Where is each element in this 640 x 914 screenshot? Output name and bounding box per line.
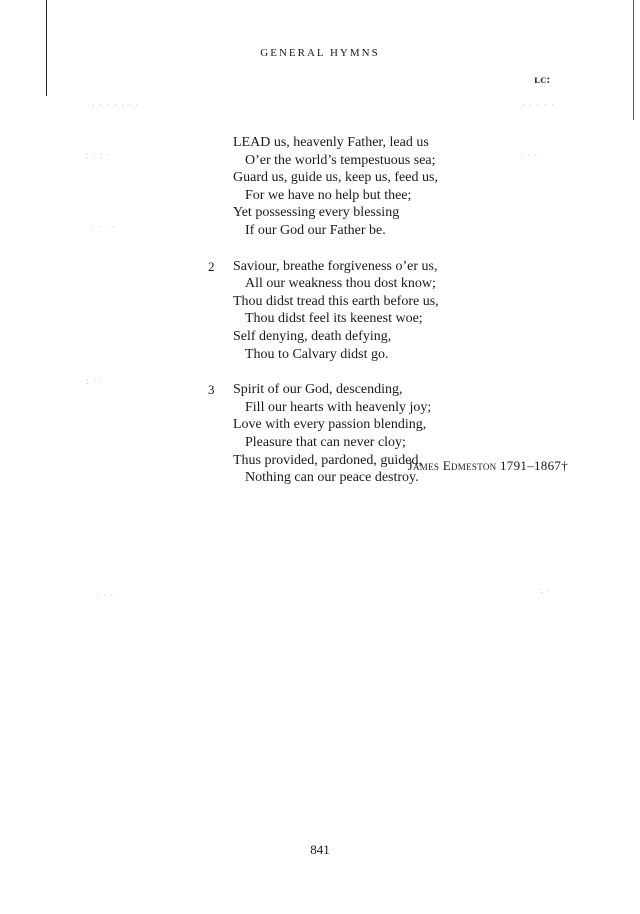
hymn-line: Nothing can our peace destroy. <box>245 470 419 486</box>
hymn-text <box>208 134 548 505</box>
bleed-mark: : · <box>540 585 551 595</box>
author-attribution <box>408 458 568 474</box>
bleed-mark: : · · <box>86 376 104 386</box>
hymn-line: Thou didst tread this earth before us, <box>233 293 439 309</box>
hymn-line: O’er the world’s tempestuous sea; <box>245 152 436 168</box>
author-name: James Edmeston <box>407 458 497 473</box>
bleed-mark: · · · · <box>90 222 116 232</box>
bleed-mark: · · · · · <box>522 100 555 110</box>
hymn-line: Love with every passion blending, <box>233 417 427 433</box>
hymn-line: 2 Saviour, breathe forgiveness o’er us, <box>208 258 438 274</box>
hymn-line: Yet possessing every blessing <box>233 205 400 221</box>
hymn-line: Fill our hearts with heavenly joy; <box>245 399 432 415</box>
hymn-line: Thus provided, pardoned, guided, <box>233 452 422 468</box>
page-edge-right <box>633 0 634 120</box>
hymn-line: Thou didst feel its keenest woe; <box>245 311 423 327</box>
running-header: GENERAL HYMNS <box>260 47 380 59</box>
bleed-mark: : · : · <box>86 150 111 160</box>
page-number: 841 <box>310 842 330 857</box>
bleed-mark: · · · <box>96 590 115 600</box>
bleed-mark: · · · <box>520 150 539 160</box>
hymn-line: If our God our Father be. <box>245 222 386 238</box>
hymn-line: Self denying, death defying, <box>233 328 392 344</box>
hymn-line: Thou to Calvary didst go. <box>245 346 389 362</box>
hymn-line: Pleasure that can never cloy; <box>245 434 406 450</box>
hymn-line: 3 Spirit of our God, descending, <box>208 382 403 398</box>
author-dates: 1791–1867† <box>500 458 568 473</box>
bleed-mark: · · · · · · · <box>92 100 140 110</box>
hymn-line: All our weakness thou dost know; <box>245 276 436 292</box>
hymn-line: Guard us, guide us, keep us, feed us, <box>233 170 438 186</box>
hymn-line: LEAD us, heavenly Father, lead us <box>233 135 429 150</box>
stanza-2 <box>208 258 548 364</box>
bleed-mark: ʟᴄ: <box>534 72 551 86</box>
verse-number: 3 <box>208 382 215 398</box>
hymn-line: For we have no help but thee; <box>245 187 412 203</box>
verse-number: 2 <box>208 258 215 274</box>
stanza-1 <box>208 134 548 240</box>
